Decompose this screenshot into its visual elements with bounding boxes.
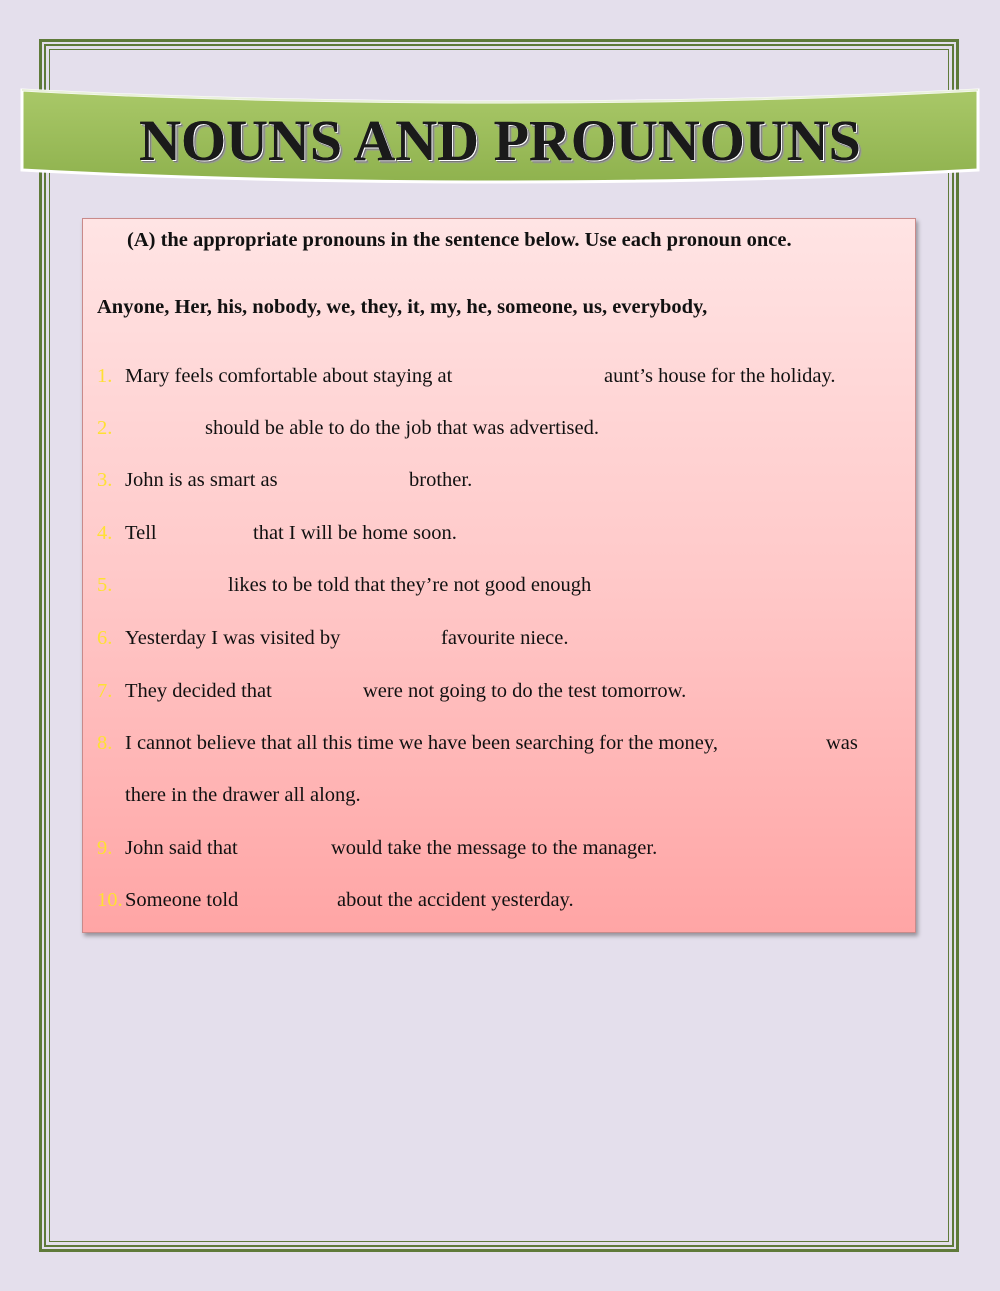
- question-number: 6.: [97, 627, 113, 649]
- question-text-before: Mary feels comfortable about staying at: [125, 365, 453, 387]
- question-text-after: was: [826, 732, 858, 754]
- question-text-after: that I will be home soon.: [253, 522, 457, 544]
- question-text-after: were not going to do the test tomorrow.: [363, 680, 687, 702]
- question-number: 8.: [97, 732, 113, 754]
- question-text-before: They decided that: [125, 680, 272, 702]
- exercise-panel: [82, 218, 916, 933]
- question-number: 10.: [97, 889, 123, 911]
- question-text-before: Someone told: [125, 889, 239, 911]
- question-text-after: favourite niece.: [441, 627, 569, 649]
- question-text-before: Tell: [125, 522, 157, 544]
- page-title: NOUNS AND PROUNOUNS: [139, 108, 861, 173]
- question-text-after: would take the message to the manager.: [331, 837, 658, 859]
- question-text-after: should be able to do the job that was advertised.: [205, 417, 599, 439]
- question-number: 7.: [97, 680, 113, 702]
- question-text-before: I cannot believe that all this time we have been searching for the money,: [125, 732, 718, 754]
- question-number: 9.: [97, 837, 113, 859]
- question-number: 1.: [97, 365, 113, 387]
- question-text-after: brother.: [409, 469, 473, 491]
- question-text-after: likes to be told that they’re not good enough: [228, 574, 592, 596]
- question-number: 4.: [97, 522, 113, 544]
- instruction-text: (A) the appropriate pronouns in the sentence below. Use each pronoun once.: [127, 229, 792, 251]
- question-text-before: Yesterday I was visited by: [125, 627, 341, 649]
- question-text-before: John is as smart as: [125, 469, 278, 491]
- question-number: 3.: [97, 469, 113, 491]
- word-bank: Anyone, Her, his, nobody, we, they, it, my, he, someone, us, everybody,: [97, 296, 708, 318]
- question-text-before: John said that: [125, 837, 238, 859]
- question-text-continued: there in the drawer all along.: [125, 784, 361, 806]
- question-text-after: about the accident yesterday.: [337, 889, 574, 911]
- question-number: 5.: [97, 574, 113, 596]
- question-number: 2.: [97, 417, 113, 439]
- question-text-after: aunt’s house for the holiday.: [604, 365, 836, 387]
